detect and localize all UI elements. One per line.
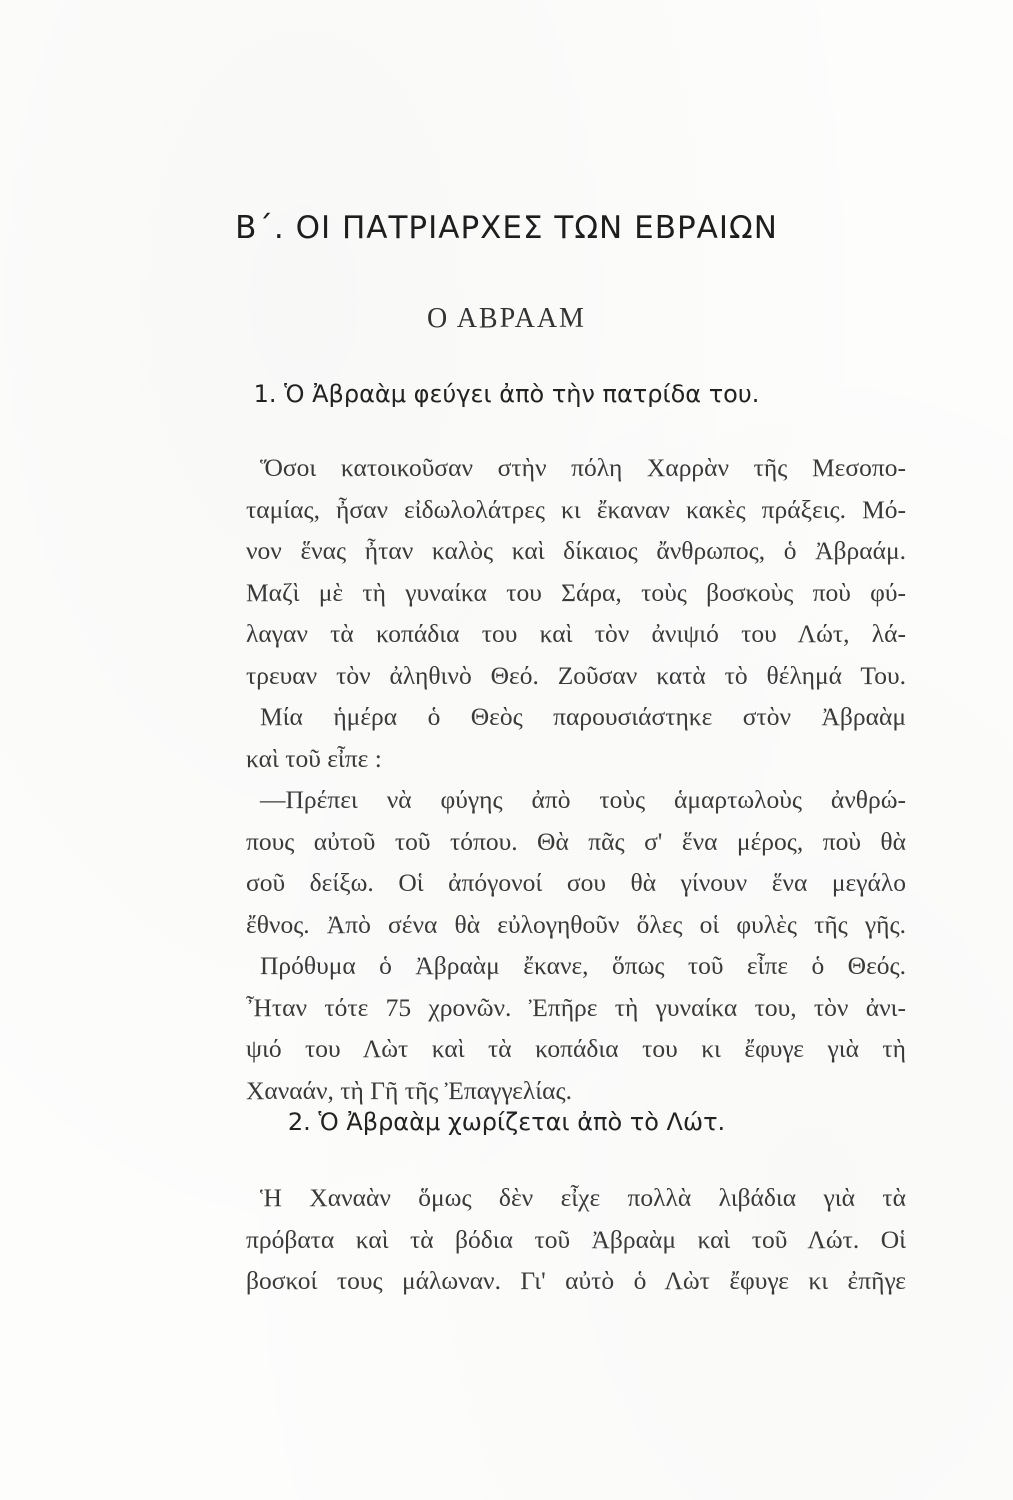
text-line: βοσκοί τους μάλωναν. Γι' αὐτὸ ὁ Λὼτ ἔφυγε κι ἐπῆγε	[246, 1266, 906, 1295]
subsection-heading-1: 1. Ὁ Ἀβραὰμ φεύγει ἀπὸ τὴν πατρίδα του.	[253, 380, 760, 408]
text-line: Χαναάν, τὴ Γῆ τῆς Ἐπαγγελίας.	[246, 1075, 572, 1105]
subsection-body-2	[246, 1177, 906, 1302]
text-line: ψιό του Λὼτ καὶ τὰ κοπάδια του κι ἔφυγε γιὰ τὴ	[246, 1034, 906, 1063]
text-line: Μία ἡμέρα ὁ Θεὸς παρουσιάστηκε στὸν Ἀβραὰμ	[260, 702, 906, 731]
text-line: Πρόθυμα ὁ Ἀβραὰμ ἔκανε, ὅπως τοῦ εἶπε ὁ Θεός.	[260, 951, 906, 980]
text-line: ταμίας, ἦσαν εἰδωλολάτρες κι ἔκαναν κακὲς πράξεις. Μό-	[246, 494, 906, 524]
chapter-title: Β΄. ΟΙ ΠΑΤΡΙΑΡΧΕΣ ΤΩΝ ΕΒΡΑΙΩΝ	[235, 210, 778, 246]
text-line: τρευαν τὸν ἀληθινὸ Θεό. Ζοῦσαν κατὰ τὸ θέλημά Του.	[246, 660, 906, 690]
text-line: νον ἕνας ἦταν καλὸς καὶ δίκαιος ἄνθρωπος, ὁ Ἀβραάμ.	[246, 536, 906, 565]
text-line: καὶ τοῦ εἶπε :	[246, 743, 382, 773]
text-line: πρόβατα καὶ τὰ βόδια τοῦ Ἀβραὰμ καὶ τοῦ Λώτ. Οἱ	[246, 1224, 906, 1254]
text-line: Ἦταν τότε 75 χρονῶν. Ἐπῆρε τὴ γυναίκα του, τὸν ἀνι-	[246, 992, 906, 1022]
text-line: πους αὐτοῦ τοῦ τόπου. Θὰ πᾶς σ' ἕνα μέρος, ποὺ θὰ	[246, 826, 906, 856]
subsection-heading-2: 2. Ὁ Ἀβραὰμ χωρίζεται ἀπὸ τὸ Λώτ.	[287, 1108, 726, 1136]
subsection-body-1	[246, 447, 906, 1111]
text-line: Ἡ Χαναὰν ὅμως δὲν εἶχε πολλὰ λιβάδια γιὰ τὰ	[260, 1183, 906, 1212]
text-line: Μαζὶ μὲ τὴ γυναίκα του Σάρα, τοὺς βοσκοὺς ποὺ φύ-	[246, 577, 906, 607]
text-line: —Πρέπει νὰ φύγης ἀπὸ τοὺς ἁμαρτωλοὺς ἀνθρώ-	[260, 785, 906, 814]
text-line: σοῦ δείξω. Οἱ ἀπόγονοί σου θὰ γίνουν ἕνα μεγάλο	[246, 868, 906, 897]
text-line: ἔθνος. Ἀπὸ σένα θὰ εὐλογηθοῦν ὅλες οἱ φυλὲς τῆς γῆς.	[246, 909, 906, 939]
section-title: Ο ΑΒΡΑΑΜ	[427, 303, 586, 334]
text-line: λαγαν τὰ κοπάδια του καὶ τὸν ἀνιψιό του Λώτ, λά-	[246, 619, 906, 648]
text-line: Ὅσοι κατοικοῦσαν στὴν πόλη Χαρρὰν τῆς Μεσοπο-	[260, 453, 906, 482]
